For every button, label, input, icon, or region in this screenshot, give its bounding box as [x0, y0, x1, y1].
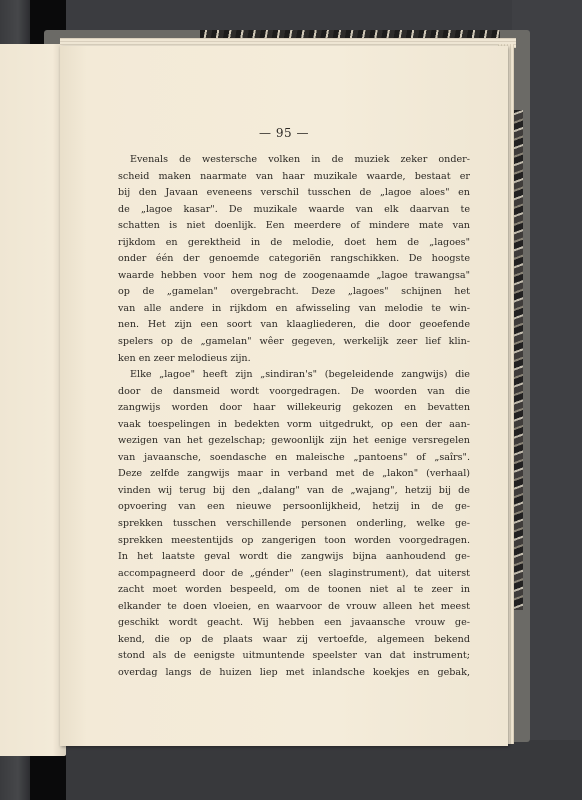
- text-line: geschikt wordt geacht. Wij hebben een javaansche vrouw ge-: [118, 617, 470, 629]
- text-line: door de dansmeid wordt voorgedragen. De woorden van die: [118, 385, 470, 397]
- text-line: ken en zeer melodieus zijn.: [118, 352, 251, 364]
- text-line: Elke „lagoe" heeft zijn „sindiran's" (begeleidende zangwijs) die: [130, 369, 470, 381]
- text-line: vinden wij terug bij den „dalang" van de „wajang", hetzij bij de: [118, 484, 470, 496]
- text-line: rijkdom en gerektheid in de melodie, doet hem de „lagoes": [118, 236, 470, 248]
- text-line: bij den Javaan eveneens verschil tusschen de „lagoe aloes" en: [118, 187, 470, 199]
- text-line: wezigen van het gezelschap; gewoonlijk zijn het eenige versregelen: [118, 435, 470, 447]
- text-line: nen. Het zijn een soort van klaagliederen, die door geoefende: [118, 319, 470, 331]
- book-page: [60, 46, 508, 746]
- text-line: onder één der genoemde categoriën rangschikken. De hoogste: [118, 253, 470, 265]
- text-line: schatten is niet doenlijk. Een meerdere of mindere mate van: [118, 220, 470, 232]
- text-line: van alle andere in rijkdom en afwisseling van melodie te win-: [118, 302, 470, 314]
- text-line: Deze zelfde zangwijs maar in verband met de „lakon" (verhaal): [118, 468, 470, 480]
- text-line: sprekken meestentijds op zangerigen toon worden voorgedragen.: [118, 534, 470, 546]
- text-line: van javaansche, soendasche en maleische „pantoens" of „saîrs".: [118, 451, 470, 463]
- background-bottom: [30, 740, 582, 800]
- text-line: Evenals de westersche volken in de muziek zeker onder-: [130, 154, 470, 165]
- text-line: zacht moet worden bespeeld, om de toonen niet al te zeer in: [118, 584, 470, 596]
- background-top: [30, 0, 582, 32]
- text-line: stond als de eenigste uitmuntende speelster van dat instrument;: [118, 650, 470, 662]
- text-line: sprekken tusschen verschillende personen onderling, welke ge-: [118, 518, 470, 530]
- text-line: op de „gamelan" overgebracht. Deze „lagoes" schijnen het: [118, 286, 470, 298]
- text-line: elkander te doen vloeien, en waarvoor de vrouw alleen het meest: [118, 600, 470, 612]
- text-line: opvoering van een nieuwe persoonlijkheid, hetzij in de ge-: [118, 501, 470, 513]
- body-text: [118, 152, 470, 682]
- text-line: vaak toespelingen in bedekten vorm uitgedrukt, op een der aan-: [118, 418, 470, 430]
- text-line: spelers op de „gamelan" wêer gegeven, werkelijk zeer lief klin-: [118, 336, 470, 348]
- left-page-edge: [0, 44, 66, 756]
- page-number: — 95 —: [259, 126, 309, 140]
- text-line: accompagneerd door de „génder" (een slaginstrument), dat uiterst: [118, 567, 470, 579]
- text-line: overdag langs de huizen liep met inlandsche koekjes en gebak,: [118, 666, 470, 678]
- text-line: In het laatste geval wordt die zangwijs bijna aanhoudend ge-: [118, 551, 470, 563]
- text-line: zangwijs worden door haar willekeurig gekozen en bevatten: [118, 402, 470, 414]
- text-line: de „lagoe kasar". De muzikale waarde van elk daarvan te: [118, 203, 470, 215]
- text-line: kend, die op de plaats waar zij vertoefde, algemeen bekend: [118, 633, 470, 645]
- text-line: waarde hebben voor hem nog de zoogenaamde „lagoe trawangsa": [118, 269, 470, 281]
- text-line: scheid maken naarmate van haar muzikale waarde, bestaat er: [118, 170, 470, 182]
